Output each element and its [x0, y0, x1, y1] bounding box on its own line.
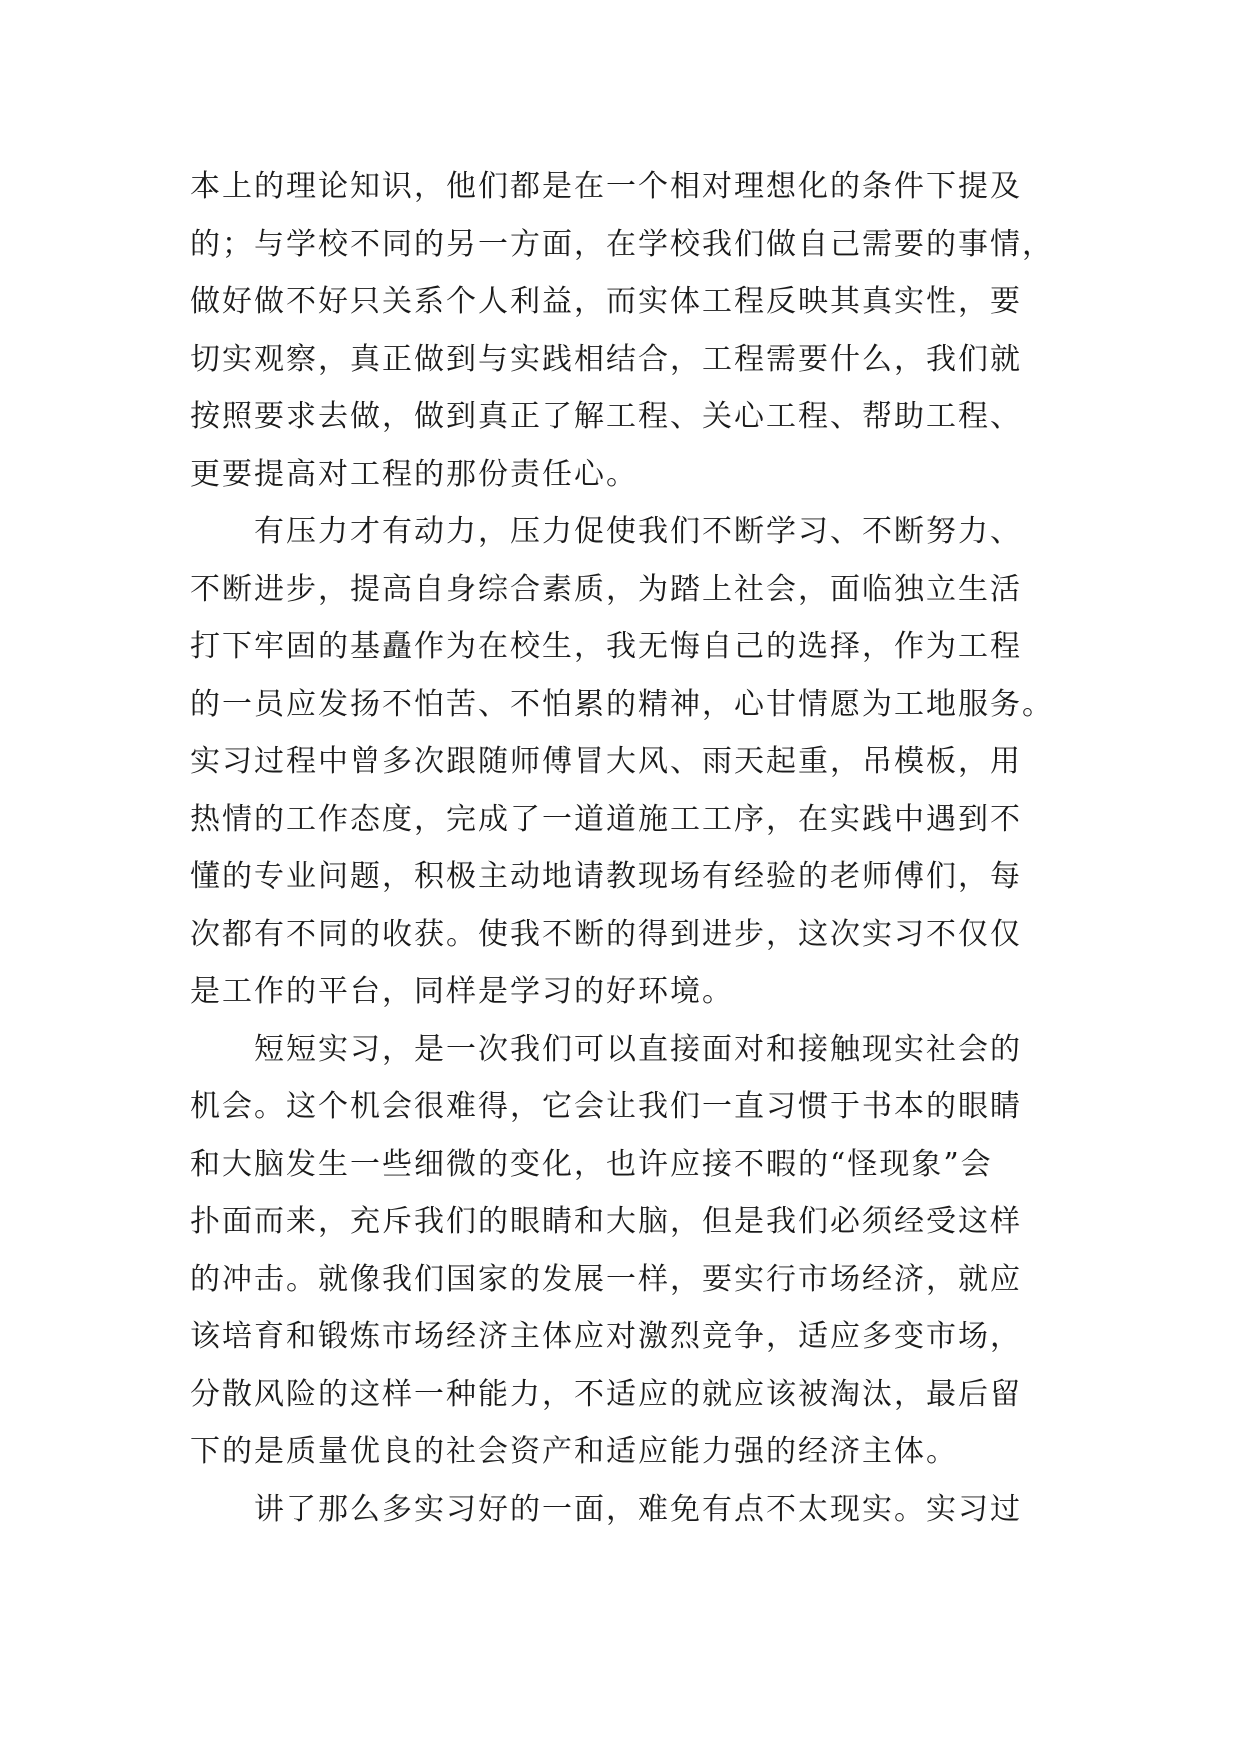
text-line: 机会。这个机会很难得，它会让我们一直习惯于书本的眼睛 — [190, 1089, 1022, 1124]
text-line: 分散风险的这样一种能力，不适应的就应该被淘汰，最后留 — [190, 1376, 1022, 1412]
text-line: 次都有不同的收获。使我不断的得到进步，这次实习不仅仅 — [190, 916, 1022, 952]
text-line: 的一员应发扬不怕苦、不怕累的精神，心甘情愿为工地服务。 — [190, 686, 1054, 722]
text-line: 是工作的平台，同样是学习的好环境。 — [190, 974, 734, 1009]
text-line: 打下牢固的基矗作为在校生，我无悔自己的选择，作为工程 — [190, 629, 1022, 664]
text-line: 该培育和锻炼市场经济主体应对激烈竞争，适应多变市场， — [190, 1319, 1022, 1354]
text-line: 和大脑发生一些细微的变化，也许应接不暇的“怪现象”会 — [190, 1146, 993, 1182]
text-line: 按照要求去做，做到真正了解工程、关心工程、帮助工程、 — [190, 399, 1022, 434]
paragraph-4 — [190, 1481, 1070, 1539]
text-line: 做好做不好只关系个人利益，而实体工程反映其真实性，要 — [190, 284, 1022, 319]
text-line: 热情的工作态度，完成了一道道施工工序，在实践中遇到不 — [190, 801, 1022, 837]
text-line: 扑面而来，充斥我们的眼睛和大脑，但是我们必须经受这样 — [190, 1204, 1022, 1239]
text-line: 实习过程中曾多次跟随师傅冒大风、雨天起重，吊模板，用 — [190, 744, 1022, 779]
text-line: 的冲击。就像我们国家的发展一样，要实行市场经济，就应 — [190, 1261, 1022, 1297]
paragraph-1 — [190, 158, 1070, 503]
text-line-first: 讲了那么多实习好的一面，难免有点不太现实。实习过 — [254, 1491, 1022, 1527]
text-line: 切实观察，真正做到与实践相结合，工程需要什么，我们就 — [190, 341, 1022, 377]
body-text — [190, 158, 1070, 1538]
text-line: 更要提高对工程的那份责任心。 — [190, 456, 638, 492]
text-line: 本上的理论知识，他们都是在一个相对理想化的条件下提及 — [190, 169, 1022, 204]
text-line-first: 有压力才有动力，压力促使我们不断学习、不断努力、 — [254, 514, 1022, 549]
text-line-first: 短短实习，是一次我们可以直接面对和接触现实社会的 — [254, 1031, 1022, 1067]
paragraph-3 — [190, 1021, 1070, 1481]
text-line: 不断进步，提高自身综合素质，为踏上社会，面临独立生活 — [190, 571, 1022, 607]
text-line: 下的是质量优良的社会资产和适应能力强的经济主体。 — [190, 1434, 958, 1469]
text-line: 的；与学校不同的另一方面，在学校我们做自己需要的事情， — [190, 226, 1054, 262]
text-line: 懂的专业问题，积极主动地请教现场有经验的老师傅们，每 — [190, 859, 1022, 894]
paragraph-2 — [190, 503, 1070, 1021]
